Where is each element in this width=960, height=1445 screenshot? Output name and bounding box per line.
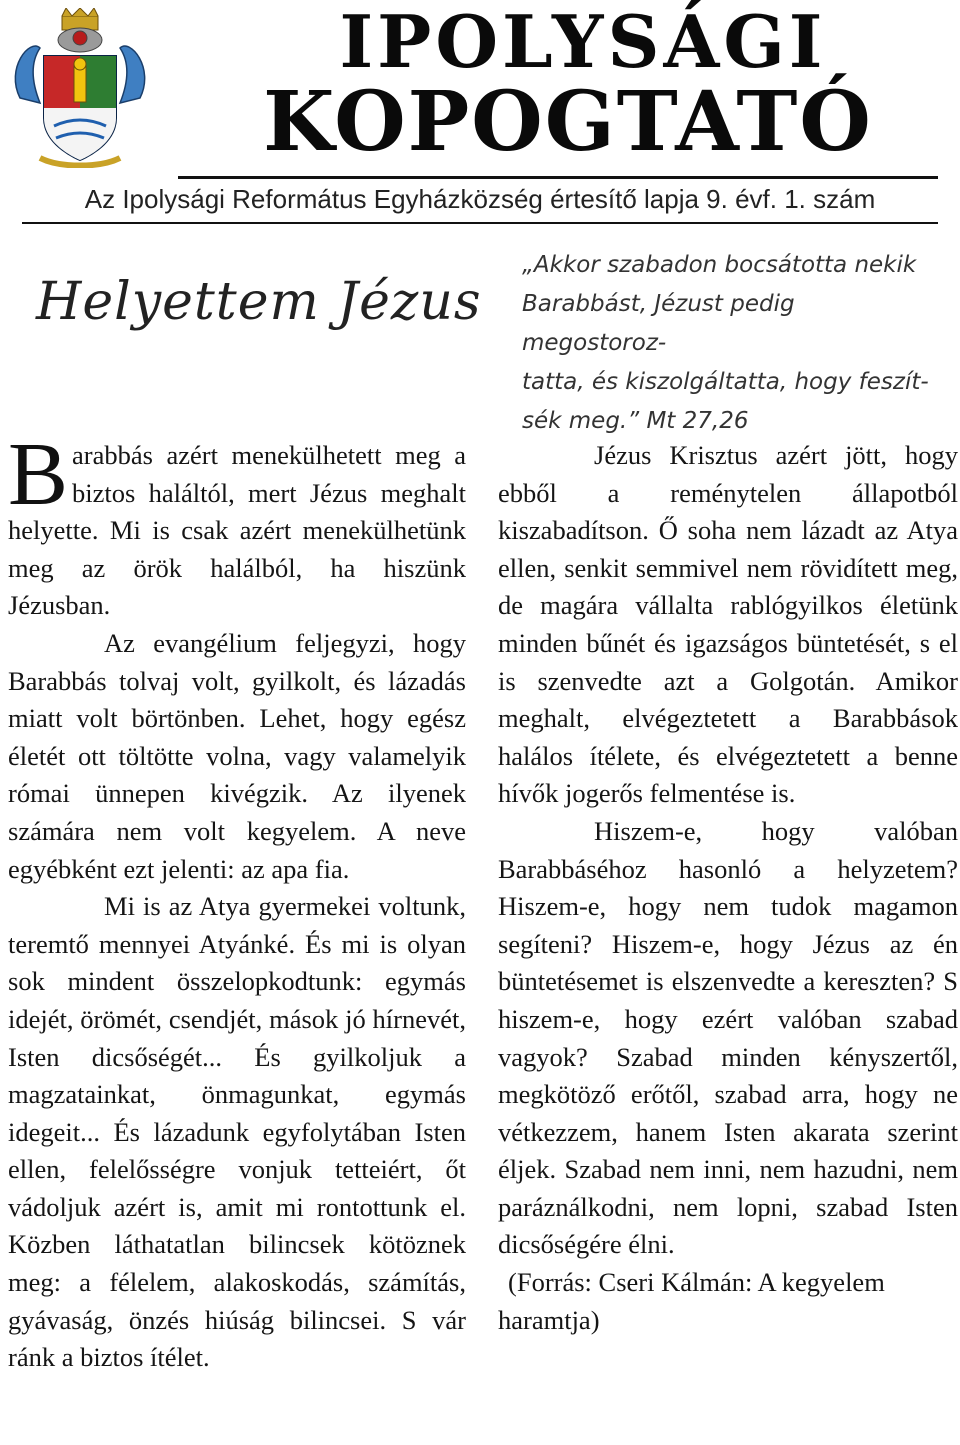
paragraph: Az evangélium feljegyzi, hogy Barabbás tolvaj volt, gyilkolt, és lázadás miatt volt börtönben. Lehet, hogy egész életét ott töltötte volna, vagy valamelyik római ünnepen kivégzik. Az ilyenek számára nem volt kegyelem. A neve egyébként ezt jelenti: az apa fia. bbox=[8, 627, 466, 884]
article-column-right bbox=[498, 437, 958, 1339]
masthead bbox=[178, 0, 958, 170]
paragraph: Mi is az Atya gyermekei voltunk, teremtő mennyei Atyánké. És mi is olyan sok mindent összelopkodtunk: egymás idejét, örömét, csendjét, mások jó hírnevét, Isten dicsőségét... És gyilkoljuk a magzatainkat, önmagunkat, egymás idegeit... És lázadunk egyfolytában Isten ellen, felelősségre vonjuk tetteiért, őt vádoljuk azért is, amit mi rontottunk el. Közben láthatatlan bilincsek kötöznek meg: a félelem, alakoskodás, számítás, gyávaság, önzés hiúság bilincsei. S vár ránk a biztos ítélet. bbox=[8, 891, 466, 1373]
paragraph: Hiszem-e, hogy valóban Barabbáséhoz hasonló a helyzetem? Hiszem-e, hogy nem tudok magamon segíteni? Hiszem-e, hogy Jézus az én büntetésemet is elszenvedte a kereszten? S hiszem-e, hogy ezért valóban szabad vagyok? Szabad minden kényszertől, megkötöző erőtől, szabad arra, hogy ne vétkezzem, hanem Isten akarata szerint éljek. Szabad nem inni, nem hazudni, nem paráználkodni, nem lopni, szabad Isten dicsőségére élni. bbox=[498, 815, 958, 1260]
paragraph bbox=[8, 425, 466, 625]
masthead-line-2: KOPOGTATÓ bbox=[263, 74, 873, 170]
drop-cap: B bbox=[8, 425, 69, 524]
paragraph: Jézus Krisztus azért jött, hogy ebből a reménytelen állapotból kiszabadítson. Ő soha nem lázadt az Atya ellen, senkit semmivel nem rövidített meg, de magára vállalta rablógyilkos életünk minden bűnét és igazságos büntetését, s el is szenvedte azt a Golgotán. Amikor meghalt, elvégeztetett a Barabbások halálos ítélete, és elvégeztetett a benne hívők jogerős felmentése is. bbox=[498, 440, 958, 809]
paragraph-text: arabbás azért menekülhetett meg a biztos haláltól, mert Jézus meghalt helyette. Mi is csak azért menekülhetünk meg az örök halálból, ha hiszünk Jézusban. bbox=[8, 440, 466, 621]
article-title: Helyettem Jézus bbox=[36, 272, 482, 332]
bible-verse-quote: „Akkor szabadon bocsátotta nekik Barabbást, Jézust pedig megostoroz- tatta, és kiszolgáltatta, hogy feszít- sék meg.” Mt 27,26 bbox=[522, 252, 929, 434]
coat-of-arms-icon bbox=[10, 8, 150, 168]
top-rule bbox=[178, 176, 938, 179]
bottom-rule bbox=[22, 222, 938, 224]
article-column-left bbox=[8, 425, 466, 1377]
source-citation: (Forrás: Cseri Kálmán: A kegyelem haramtja) bbox=[498, 1267, 885, 1335]
publication-subtitle: Az Ipolysági Református Egyházközség értesítő lapja 9. évf. 1. szám bbox=[84, 184, 876, 214]
masthead-line-1: IPOLYSÁGI bbox=[339, 0, 827, 84]
